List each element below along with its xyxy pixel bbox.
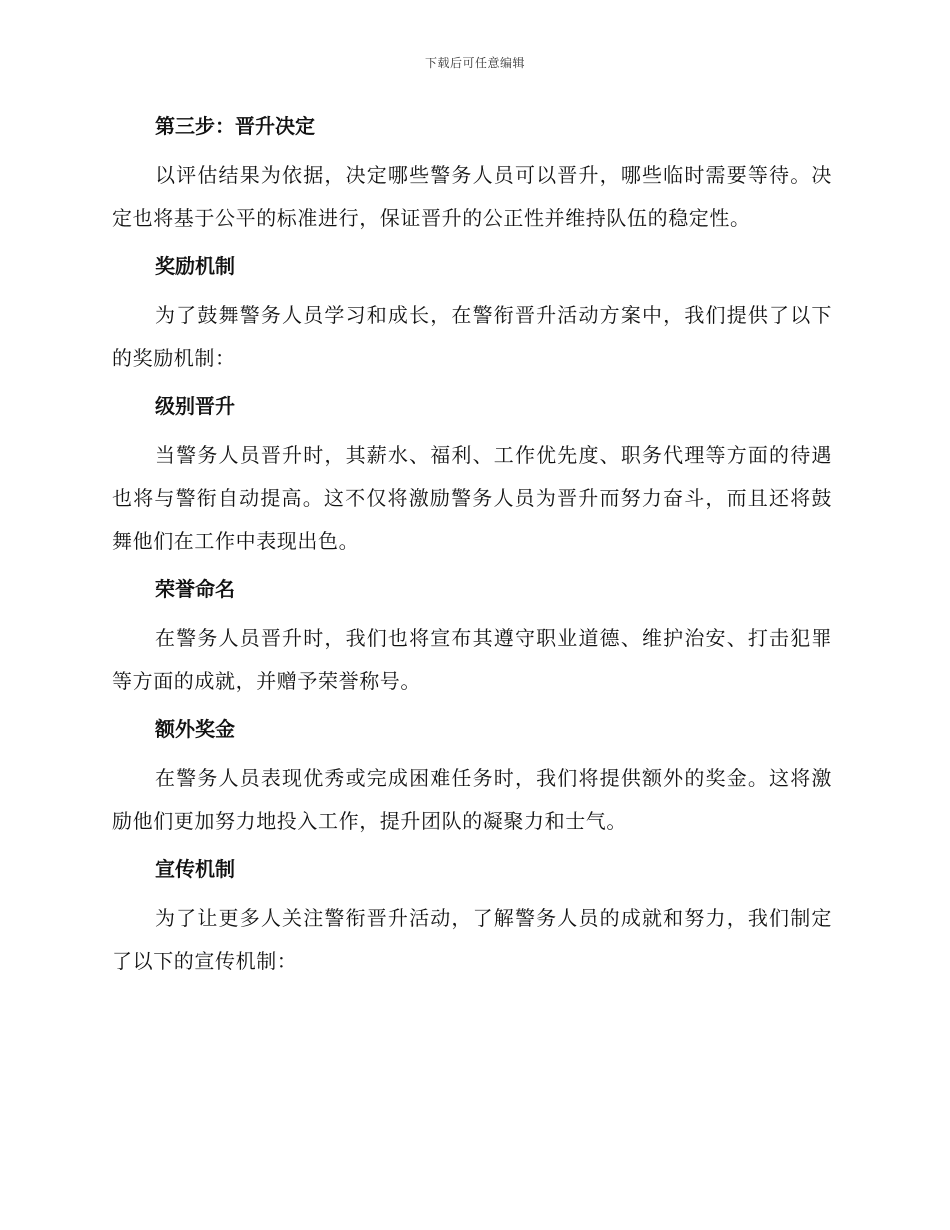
section-paragraph-honorary-title: 在警务人员晋升时，我们也将宣布其遵守职业道德、维护治安、打击犯罪等方面的成就，并赠予荣誉称号。 (112, 626, 832, 693)
section-heading-rank-promotion: 级别晋升 (155, 394, 235, 418)
section-paragraph-promotion-decision: 以评估结果为依据，决定哪些警务人员可以晋升，哪些临时需要等待。决定也将基于公平的标准进行，保证晋升的公正性并维持队伍的稳定性。 (112, 163, 832, 230)
section-heading-honorary-title: 荣誉命名 (155, 577, 235, 601)
section-paragraph-rank-promotion: 当警务人员晋升时，其薪水、福利、工作优先度、职务代理等方面的待遇也将与警衔自动提高。这不仅将激励警务人员为晋升而努力奋斗，而且还将鼓舞他们在工作中表现出色。 (112, 443, 832, 553)
page-header: 下载后可任意编辑 (424, 56, 525, 70)
section-paragraph-publicity-mechanism: 为了让更多人关注警衔晋升活动，了解警务人员的成就和努力，我们制定了以下的宣传机制： (112, 906, 832, 973)
section-heading-promotion-decision: 第三步：晋升决定 (155, 114, 315, 138)
document-body (112, 108, 832, 983)
section-heading-publicity-mechanism: 宣传机制 (155, 857, 235, 881)
section-heading-extra-bonus: 额外奖金 (155, 717, 235, 741)
section-heading-reward-mechanism: 奖励机制 (155, 254, 235, 278)
section-paragraph-extra-bonus: 在警务人员表现优秀或完成困难任务时，我们将提供额外的奖金。这将激励他们更加努力地投入工作，提升团队的凝聚力和士气。 (112, 766, 832, 833)
section-paragraph-reward-mechanism: 为了鼓舞警务人员学习和成长，在警衔晋升活动方案中，我们提供了以下的奖励机制： (112, 303, 832, 370)
